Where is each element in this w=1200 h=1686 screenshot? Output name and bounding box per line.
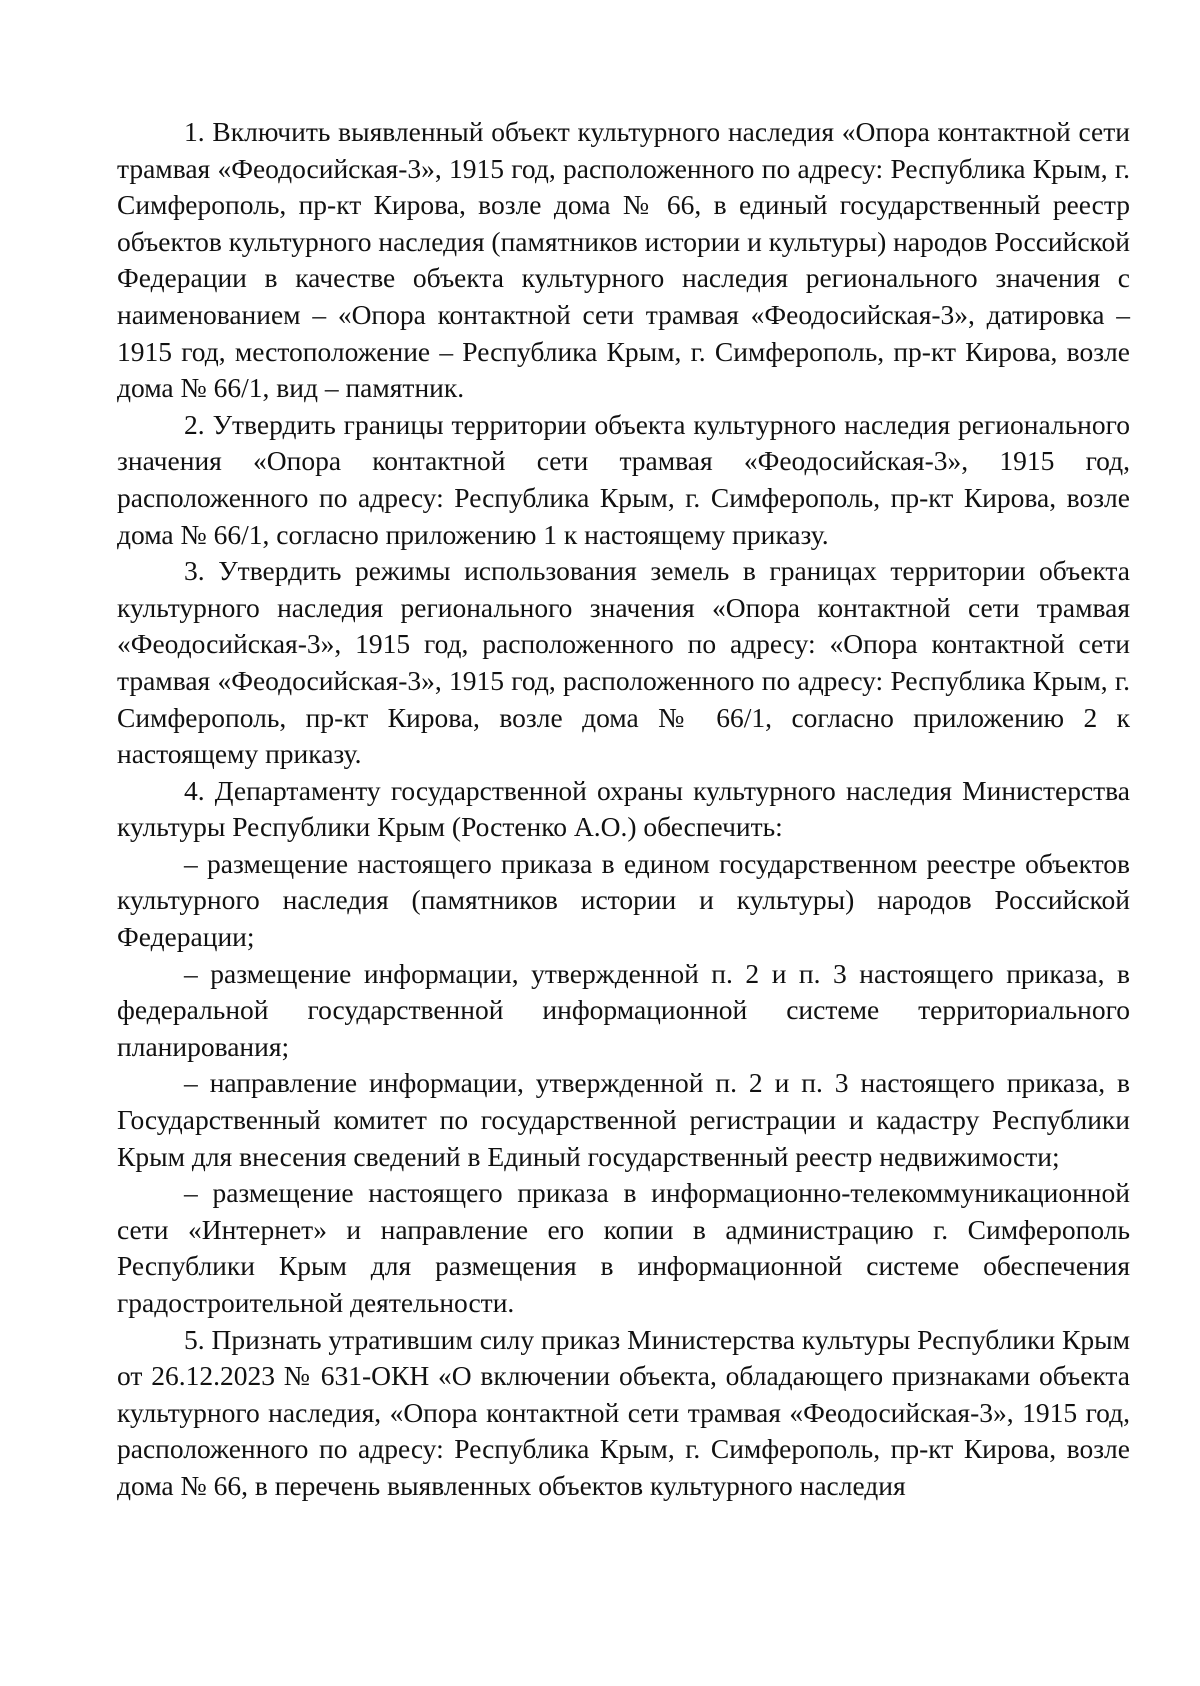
- paragraph-item-1: 1. Включить выявленный объект культурного наследия «Опора контактной сети трамвая «Феодосийская-3», 1915 год, расположенного по адресу: Республика Крым, г. Симферополь, пр-кт Кирова, возле дома № 66, в единый государственный реестр объектов культурного наследия (памятников истории и культуры) народов Российской Федерации в качестве объекта культурного наследия регионального значения с наименованием – «Опора контактной сети трамвая «Феодосийская-3», датировка – 1915 год, местоположение – Республика Крым, г. Симферополь, пр-кт Кирова, возле дома № 66/1, вид – памятник.: [117, 116, 1130, 404]
- paragraph-item-4-bullet-2: – размещение информации, утвержденной п. 2 и п. 3 настоящего приказа, в федеральной государственной информационной системе территориального планирования;: [117, 957, 1130, 1062]
- paragraph-item-4-bullet-3: – направление информации, утвержденной п. 2 и п. 3 настоящего приказа, в Государственный комитет по государственной регистрации и кадастру Республики Крым для внесения сведений в Единый государственный реестр недвижимости;: [117, 1067, 1130, 1172]
- paragraph-item-4-bullet-1: – размещение настоящего приказа в едином государственном реестре объектов культурного наследия (памятников истории и культуры) народов Российской Федерации;: [117, 847, 1130, 953]
- paragraph-item-2: 2. Утвердить границы территории объекта культурного наследия регионального значения «Опора контактной сети трамвая «Феодосийская-3», 1915 год, расположенного по адресу: Республика Крым, г. Симферополь, пр-кт Кирова, возле дома № 66/1, согласно приложению 1 к настоящему приказу.: [117, 408, 1130, 550]
- paragraph-item-3: 3. Утвердить режимы использования земель в границах территории объекта культурного наследия регионального значения «Опора контактной сети трамвая «Феодосийская-3», 1915 год, расположенного по адресу: «Опора контактной сети трамвая «Феодосийская-3», 1915 год, расположенного по адресу: Республика Крым, г. Симферополь, пр-кт Кирова, возле дома № 66/1, согласно приложению 2 к настоящему приказу.: [117, 555, 1130, 770]
- paragraph-item-4-bullet-4: – размещение настоящего приказа в информационно-телекоммуникационной сети «Интернет» и направление его копии в администрацию г. Симферополь Республики Крым для размещения в информационной системе обеспечения градостроительной деятельности.: [117, 1177, 1130, 1318]
- paragraph-item-5: 5. Признать утратившим силу приказ Министерства культуры Республики Крым от 26.12.2023 № 631-ОКН «О включении объекта, обладающего признаками объекта культурного наследия, «Опора контактной сети трамвая «Феодосийская-3», 1915 год, расположенного по адресу: Республика Крым, г. Симферополь, пр-кт Кирова, возле дома № 66, в перечень выявленных объектов культурного наследия: [117, 1323, 1130, 1501]
- paragraph-item-4: 4. Департаменту государственной охраны культурного наследия Министерства культуры Республики Крым (Ростенко А.О.) обеспечить:: [117, 774, 1130, 843]
- document-body: [117, 114, 1130, 1505]
